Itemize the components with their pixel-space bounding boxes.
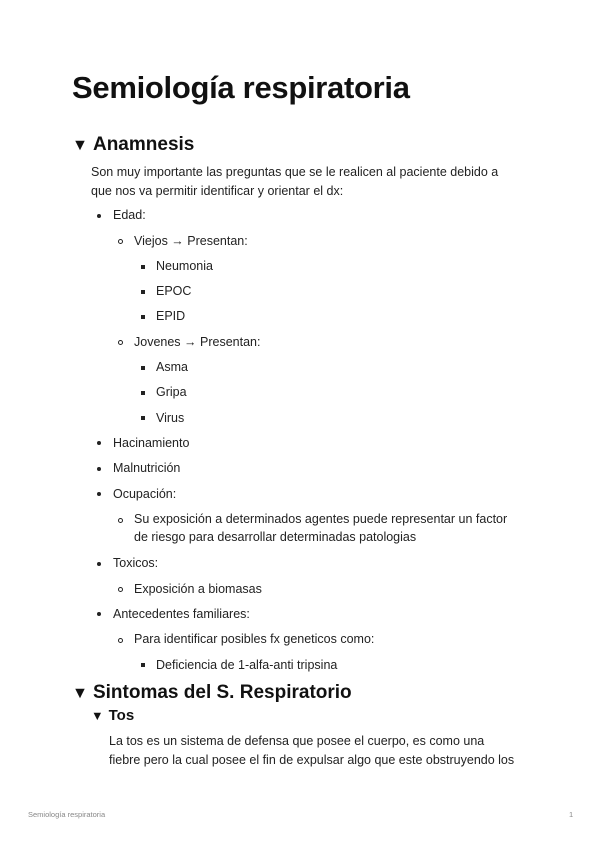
bullet-disc-icon: [97, 214, 101, 218]
list-item-edad: Edad:: [113, 208, 146, 222]
intro-line-1: Son muy importante las preguntas que se le realicen al paciente debido a: [91, 165, 499, 179]
list-item-jovenes: Jovenes → Presentan:: [134, 335, 261, 349]
bullet-circle-icon: [118, 518, 123, 523]
sintomas-toggle-heading[interactable]: [72, 682, 352, 704]
list-item-virus: Virus: [156, 411, 185, 425]
bullet-square-icon: [141, 315, 145, 319]
list-item-antecedentes: Antecedentes familiares:: [113, 607, 250, 621]
bullet-square-icon: [141, 663, 145, 667]
page-title: Semiología respiratoria: [72, 70, 410, 105]
bullet-circle-icon: [118, 340, 123, 345]
bullet-square-icon: [141, 366, 145, 370]
anamnesis-heading-text: Anamnesis: [92, 134, 195, 155]
ocupacion-detail-line-1: Su exposición a determinados agentes puede representar un factor: [134, 512, 508, 526]
tos-toggle-heading[interactable]: [91, 707, 134, 724]
bullet-circle-icon: [118, 638, 123, 643]
tos-line-2: fiebre pero la cual posee el fin de expulsar algo que este obstruyendo los: [109, 752, 515, 767]
bullet-disc-icon: [97, 612, 101, 616]
bullet-square-icon: [141, 416, 145, 420]
list-item-ocupacion-detail: [134, 510, 534, 546]
ocupacion-detail-line-2: de riesgo para desarrollar determinadas patologias: [134, 530, 417, 544]
list-item-deficiencia: Deficiencia de 1-alfa-anti tripsina: [156, 658, 338, 672]
footer-page-number: 1: [569, 810, 574, 819]
list-item-malnutricion: Malnutrición: [113, 461, 181, 475]
toggle-triangle-icon[interactable]: ▼: [72, 684, 88, 702]
bullet-square-icon: [141, 265, 145, 269]
anamnesis-intro: [91, 163, 498, 200]
bullet-square-icon: [141, 290, 145, 294]
list-item-viejos: Viejos → Presentan:: [134, 234, 248, 248]
footer-doc-name: Semiología respiratoria: [28, 810, 106, 819]
bullet-disc-icon: [97, 492, 101, 496]
list-item-toxicos: Toxicos:: [113, 556, 159, 570]
list-item-gripa: Gripa: [156, 385, 187, 399]
bullet-circle-icon: [118, 239, 123, 244]
list-item-hacinamiento: Hacinamiento: [113, 436, 190, 450]
tos-heading-text: Tos: [108, 707, 135, 724]
bullet-square-icon: [141, 391, 145, 395]
list-item-epid: EPID: [156, 309, 186, 323]
sintomas-heading-text: Sintomas del S. Respiratorio: [92, 682, 352, 703]
tos-line-1: La tos es un sistema de defensa que posee el cuerpo, es como una: [109, 734, 485, 748]
anamnesis-toggle-heading[interactable]: [72, 134, 194, 156]
intro-line-2: que nos va permitir identificar y orientar el dx:: [91, 183, 344, 198]
bullet-circle-icon: [118, 587, 123, 592]
toggle-triangle-icon[interactable]: ▼: [91, 708, 104, 723]
tos-paragraph: [109, 732, 514, 769]
list-item-ocupacion: Ocupación:: [113, 487, 177, 501]
list-item-epoc: EPOC: [156, 284, 192, 298]
list-item-asma: Asma: [156, 360, 188, 374]
bullet-disc-icon: [97, 441, 101, 445]
toggle-triangle-icon[interactable]: ▼: [72, 136, 88, 154]
list-item-toxicos-detail: Exposición a biomasas: [134, 582, 262, 596]
bullet-disc-icon: [97, 562, 101, 566]
list-item-antecedentes-detail: Para identificar posibles fx geneticos como:: [134, 632, 375, 646]
list-item-neumonia: Neumonia: [156, 259, 213, 273]
bullet-disc-icon: [97, 467, 101, 471]
